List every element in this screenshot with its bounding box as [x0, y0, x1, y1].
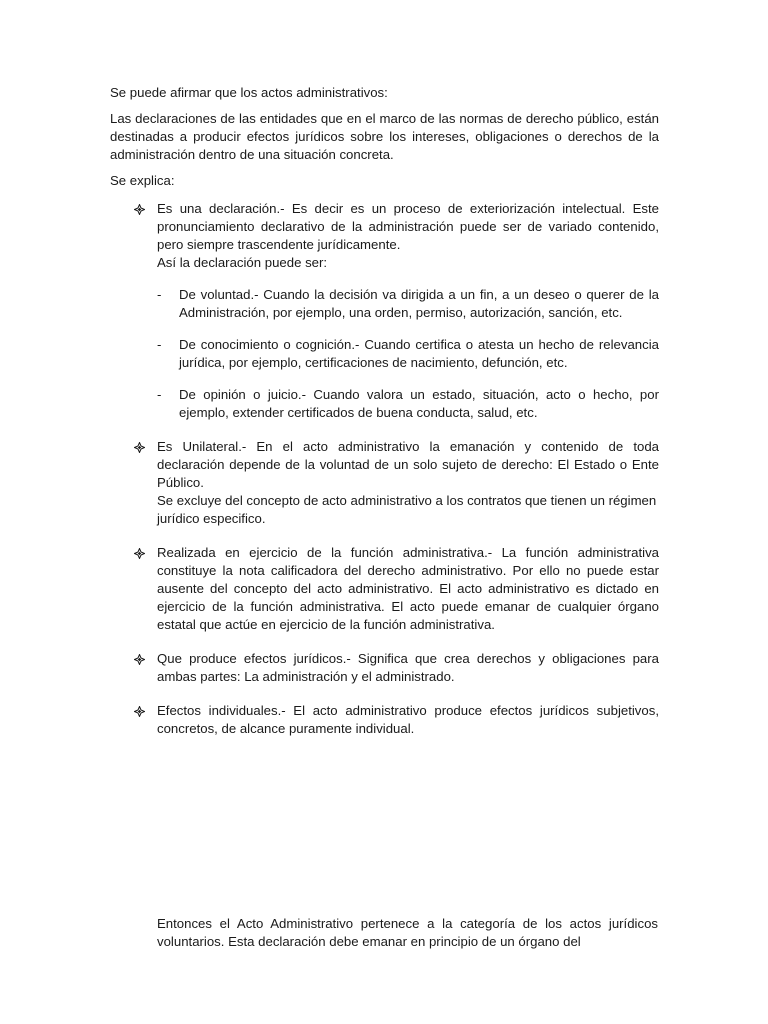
dash-mark: - — [157, 337, 162, 352]
diamond-bullet-icon — [134, 442, 145, 453]
bullet-text: Realizada en ejercicio de la función administrativa.- La función administrativa constituye la nota calificadora del derecho administrativo. Por ello no puede estar ausente del concepto del acto administrativo. El acto administrativo es dictado en ejercicio de la función administrativa. El acto puede emanar de cualquier órgano estatal que actúe en ejercicio de la función administrativa. — [157, 545, 659, 632]
dash-mark: - — [157, 287, 162, 302]
diamond-bullet-icon — [134, 654, 145, 665]
bullet-item — [110, 650, 659, 686]
dash-item — [157, 386, 659, 422]
bullet-item — [110, 438, 659, 528]
explain-label: Se explica: — [110, 173, 175, 188]
diamond-bullet-icon — [134, 548, 145, 559]
dash-item-text: De voluntad.- Cuando la decisión va dirigida a un fin, a un deseo o querer de la Administración, por ejemplo, una orden, permiso, autorización, sanción, etc. — [179, 287, 659, 320]
bullet-sub-line: Así la declaración puede ser: — [157, 255, 328, 270]
dash-item-text: De opinión o juicio.- Cuando valora un estado, situación, acto o hecho, por ejemplo, extender certificados de buena conducta, salud, etc. — [179, 387, 659, 420]
definition-paragraph: Las declaraciones de las entidades que en el marco de las normas de derecho público, están destinadas a producir efectos jurídicos sobre los intereses, obligaciones o derechos de la administración dentro de una situación concreta. — [110, 111, 659, 162]
bullet-sub-line: Se excluye del concepto de acto administrativo a los contratos que tienen un régimen jurídico especifico. — [157, 493, 657, 526]
diamond-bullet-icon — [134, 706, 145, 717]
diamond-bullet-icon — [134, 204, 145, 215]
bullet-text: Efectos individuales.- El acto administrativo produce efectos jurídicos subjetivos, concretos, de alcance puramente individual. — [157, 703, 659, 736]
document-body — [110, 84, 659, 754]
dash-item-text: De conocimiento o cognición.- Cuando certifica o atesta un hecho de relevancia jurídica, por ejemplo, certificaciones de nacimiento, defunción, etc. — [179, 337, 659, 370]
dash-item — [157, 336, 659, 372]
dash-mark: - — [157, 387, 162, 402]
closing-paragraph: Entonces el Acto Administrativo pertenece a la categoría de los actos jurídicos voluntarios. Esta declaración debe emanar en principio de un órgano del — [157, 916, 658, 950]
bullet-text: Es una declaración.- Es decir es un proceso de exteriorización intelectual. Este pronunciamiento declarativo de la administración puede ser de variado contenido, pero siempre trascendente jurídicamente. — [157, 201, 659, 252]
bullet-text: Que produce efectos jurídicos.- Significa que crea derechos y obligaciones para ambas partes: La administración y el administrado. — [157, 651, 659, 684]
dash-list — [157, 286, 659, 422]
bullet-item — [110, 702, 659, 738]
intro-line: Se puede afirmar que los actos administrativos: — [110, 85, 388, 100]
bullet-item — [110, 200, 659, 422]
dash-item — [157, 286, 659, 322]
bullet-text: Es Unilateral.- En el acto administrativo la emanación y contenido de toda declaración depende de la voluntad de un solo sujeto de derecho: El Estado o Ente Público. — [157, 439, 659, 490]
bullet-item — [110, 544, 659, 634]
